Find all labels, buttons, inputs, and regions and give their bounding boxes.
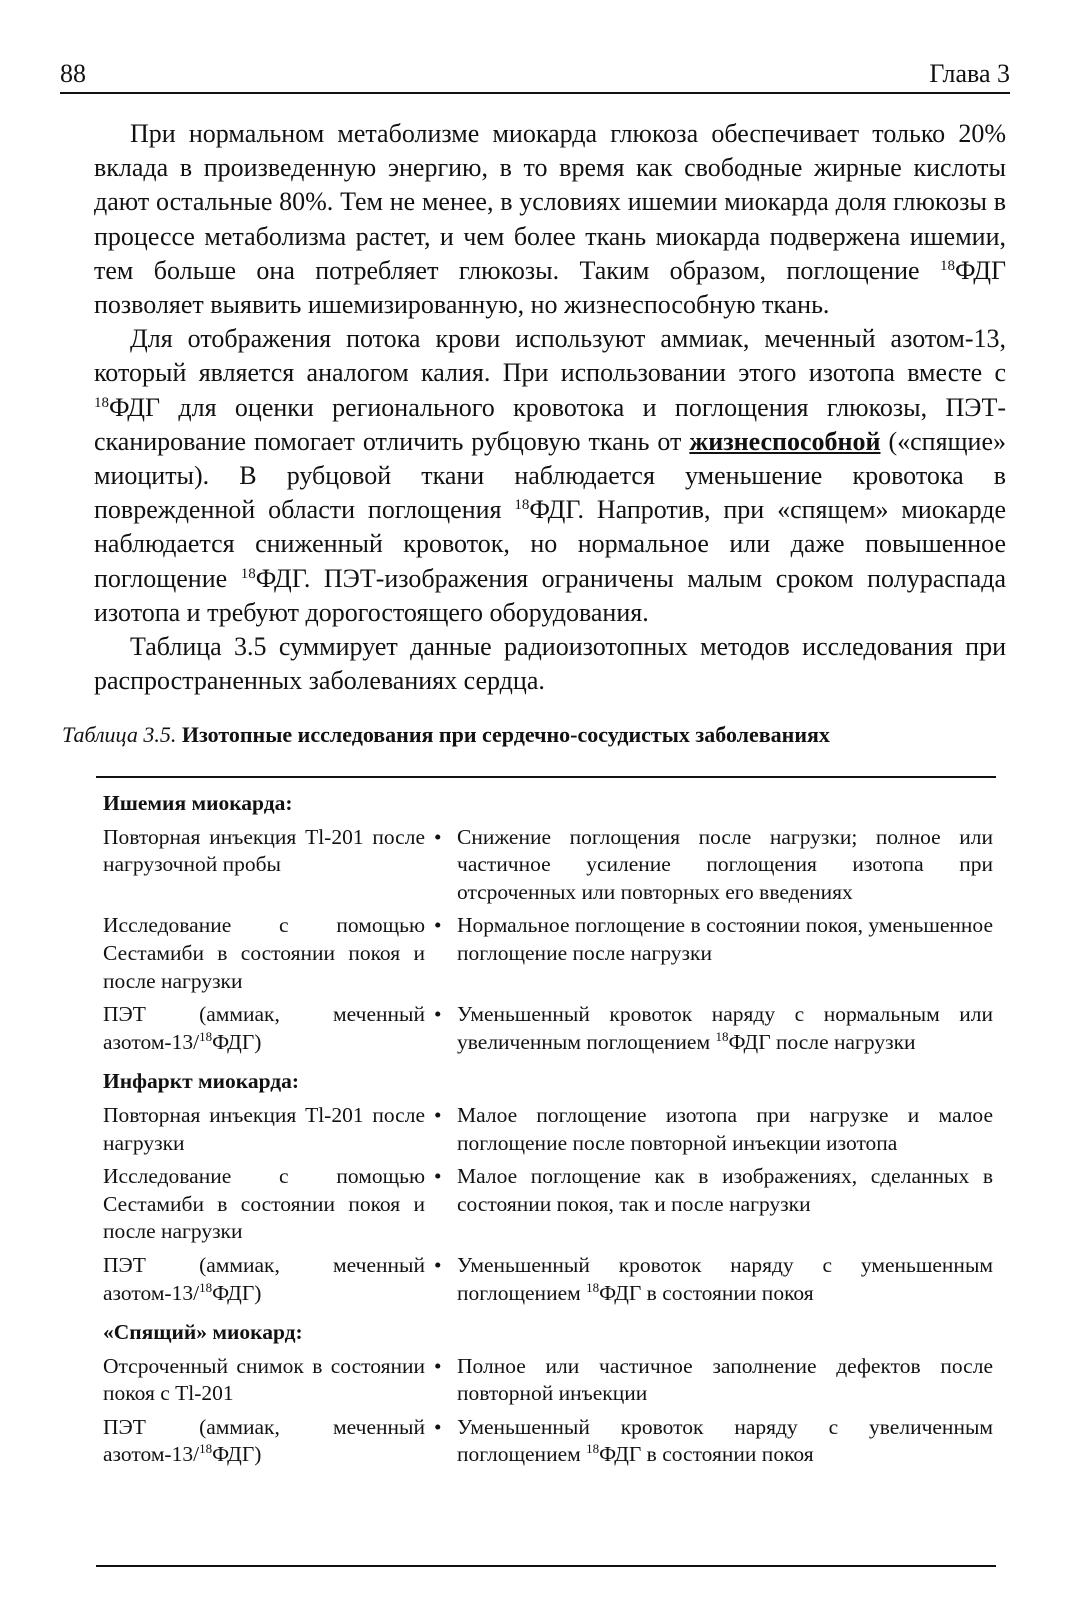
method-cell <box>103 1414 425 1469</box>
finding-cell <box>457 1353 993 1408</box>
text-run: Малое поглощение изотопа при нагрузке и малое поглощение после повторной инъекции изотопа <box>457 1102 993 1155</box>
table-caption-label: Таблица 3.5. <box>62 722 177 747</box>
text-run: Малое поглощение как в изображениях, сделанных в состоянии покоя, так и после нагрузки <box>457 1164 993 1216</box>
table-row <box>103 1252 993 1307</box>
text-run: Нормальное поглощение в состоянии покоя, уменьшенное поглощение после нагрузки <box>457 913 993 965</box>
finding-cell <box>457 1102 993 1157</box>
isotope-superscript: 18 <box>199 1441 213 1457</box>
text-run: ФДГ после нагрузки <box>728 1029 916 1054</box>
table-caption-title: Изотопные исследования при сердечно-сосудистых заболеваниях <box>181 722 830 747</box>
isotope-superscript: 18 <box>199 1279 213 1295</box>
method-cell <box>103 1001 425 1056</box>
isotope-superscript: 18 <box>94 394 109 411</box>
method-cell <box>103 912 425 995</box>
section-heading: «Спящий» миокард: <box>103 1320 303 1345</box>
finding-cell <box>457 824 993 907</box>
isotope-superscript: 18 <box>939 257 955 274</box>
table-row <box>103 1163 993 1246</box>
text-run: Снижение поглощения после нагрузки; полное или частичное усиление поглощения изотопа при отсроченных или повторных его введениях <box>457 824 993 904</box>
header-rule <box>60 92 1010 94</box>
table-row <box>103 1102 993 1157</box>
finding-cell <box>457 1414 993 1469</box>
paragraph <box>94 322 1006 630</box>
text-run: Отсроченный снимок в состоянии покоя с Tl-201 <box>103 1353 425 1406</box>
table-row <box>103 912 993 995</box>
isotope-superscript: 18 <box>586 1279 600 1295</box>
text-run: При нормальном метаболизме миокарда глюкоза обеспечивает только 20% вклада в произведенную энергию, в то время как свободные жирные кислоты дают остальные 80%. Тем не менее, в условиях ишемии миокарда доля глюкозы в процессе метаболизма растет, и чем более ткань миокарда подвержена ишемии, тем больше она потребляет глюкозы. Таким образом, поглощение <box>94 119 1006 285</box>
text-run: ПЭТ (аммиак, меченный азотом-13/ <box>103 1252 425 1305</box>
isotope-superscript: 18 <box>715 1028 729 1044</box>
isotope-superscript: 18 <box>199 1028 213 1044</box>
text-run: ФДГ для оценки регионального кровотока и поглощения глюкозы, ПЭТ-сканирование помогает отличить рубцовую ткань от <box>94 392 1006 456</box>
isotope-superscript: 18 <box>514 497 530 514</box>
isotope-superscript: 18 <box>586 1441 600 1457</box>
method-cell <box>103 1353 425 1408</box>
text-run: Исследование с помощью Сестамиби в состоянии покоя и после нагрузки <box>103 913 425 993</box>
method-cell <box>103 824 425 907</box>
method-cell <box>103 1252 425 1307</box>
text-run: ПЭТ (аммиак, меченный азотом-13/ <box>103 1414 425 1467</box>
finding-cell <box>457 1252 993 1307</box>
body-text <box>94 117 1006 698</box>
page-number: 88 <box>60 59 86 88</box>
finding-cell <box>457 912 993 995</box>
section-heading: Ишемия миокарда: <box>103 791 293 815</box>
paragraph <box>94 117 1006 322</box>
text-run: ФДГ) <box>212 1280 262 1305</box>
text-run: Повторная инъекция Tl-201 после нагрузки <box>103 1102 425 1155</box>
text-run: ФДГ позволяет выявить ишемизированную, но жизнеспособную ткань. <box>94 255 1006 320</box>
paragraph <box>94 630 1006 698</box>
section-heading: Инфаркт миокарда: <box>103 1069 300 1094</box>
table-row <box>103 1001 993 1056</box>
text-run: ПЭТ (аммиак, меченный азотом-13/ <box>103 1002 425 1054</box>
table-section <box>103 1319 993 1469</box>
text-run: ФДГ) <box>212 1442 262 1467</box>
method-cell <box>103 1102 425 1157</box>
table-row <box>103 824 993 907</box>
finding-cell <box>457 1163 993 1246</box>
text-run: ФДГ в состоянии покоя <box>599 1442 814 1467</box>
text-run: ФДГ. Напротив, при «спящем» миокарде наблюдается сниженный кровоток, но нормальное или даже повышенное поглощение <box>94 495 1006 593</box>
table-rule-top <box>96 776 996 778</box>
text-run: («спящие» миоциты). В рубцовой ткани наблюдается уменьшение кровотока в поврежденной области поглощения <box>94 426 1006 525</box>
table-row <box>103 1414 993 1469</box>
isotope-superscript: 18 <box>240 565 256 582</box>
text-run: ФДГ. ПЭТ-изображения ограничены малым сроком полураспада изотопа и требуют дорогостоящего оборудования. <box>94 563 1006 627</box>
table-row <box>103 1353 993 1408</box>
table-section <box>103 1068 993 1307</box>
text-run: Уменьшенный кровоток наряду с уменьшенным поглощением <box>457 1252 993 1305</box>
text-run: Уменьшенный кровоток наряду с нормальным или увеличенным поглощением <box>457 1002 993 1054</box>
chapter-title: Глава 3 <box>929 59 1010 88</box>
underlined-word: жизнеспособной <box>689 426 881 456</box>
text-run: Таблица 3.5 суммирует данные радиоизотопных методов исследования при распространенных заболеваниях сердца. <box>94 632 1006 696</box>
text-run: Повторная инъекция Tl-201 после нагрузочной пробы <box>103 824 425 877</box>
table-section <box>103 790 993 1056</box>
text-run: Для отображения потока крови используют аммиак, меченный азотом-13, который является аналогом калия. При использовании этого изотопа вместе с <box>94 324 1006 388</box>
isotope-table <box>103 790 993 1469</box>
method-cell <box>103 1163 425 1246</box>
finding-cell <box>457 1001 993 1056</box>
text-run: Исследование с помощью Сестамиби в состоянии покоя и после нагрузки <box>103 1164 425 1244</box>
table-rule-bottom <box>96 1565 996 1567</box>
text-run: ФДГ в состоянии покоя <box>599 1280 814 1305</box>
text-run: Полное или частичное заполнение дефектов после повторной инъекции <box>457 1353 993 1406</box>
table-caption <box>62 720 1012 750</box>
text-run: ФДГ) <box>212 1029 262 1054</box>
text-run: Уменьшенный кровоток наряду с увеличенным поглощением <box>457 1414 993 1467</box>
running-header <box>60 58 1010 90</box>
